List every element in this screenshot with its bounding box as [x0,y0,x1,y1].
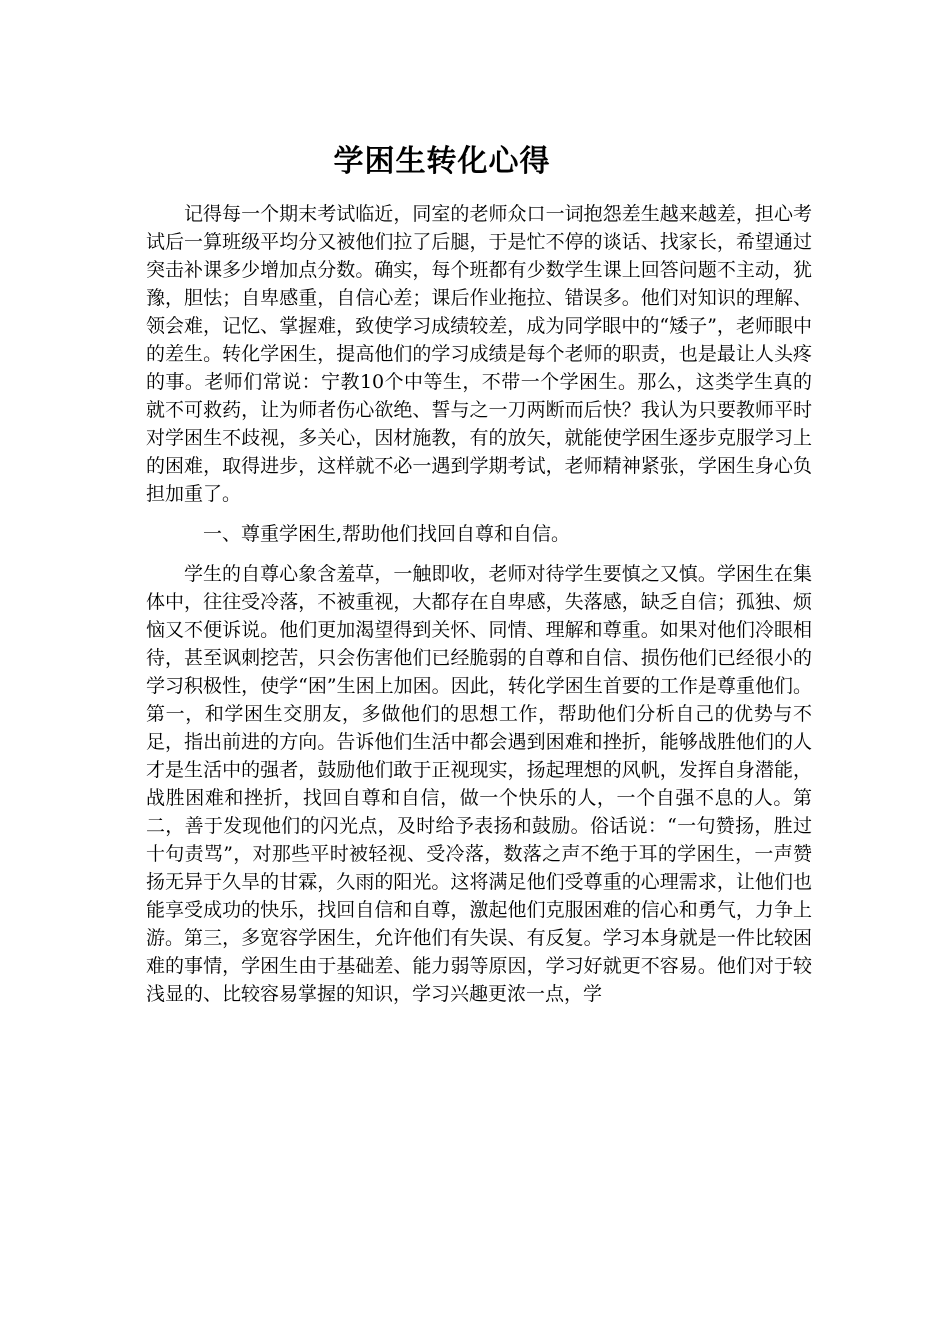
document-title: 学困生转化心得 [333,144,551,179]
document-body [146,200,812,1020]
paragraph-section-1: 学生的自尊心象含羞草，一触即收，老师对待学生要慎之又慎。学困生在集体中，往往受冷落，不被重视，大都存在自卑感，失落感，缺乏自信；孤独、烦恼又不便诉说。他们更加渴望得到关怀、同情、理解和尊重。如果对他们冷眼相待，甚至讽刺挖苦，只会伤害他们已经脆弱的自尊和自信、损伤他们已经很小的学习积极性，使学“困”生困上加困。因此，转化学困生首要的工作是尊重他们。第一，和学困生交朋友，多做他们的思想工作，帮助他们分析自己的优势与不足，指出前进的方向。告诉他们生活中都会遇到困难和挫折，能够战胜他们的人才是生活中的强者，鼓励他们敢于正视现实，扬起理想的风帆，发挥自身潜能，战胜困难和挫折，找回自尊和自信，做一个快乐的人，一个自强不息的人。第二，善于发现他们的闪光点，及时给予表扬和鼓励。俗话说：“一句赞扬，胜过十句责骂”，对那些平时被轻视、受冷落，数落之声不绝于耳的学困生，一声赞扬无异于久旱的甘霖，久雨的阳光。这将满足他们受尊重的心理需求，让他们也能享受成功的快乐，找回自信和自尊，激起他们克服困难的信心和勇气，力争上游。第三，多宽容学困生，允许他们有失误、有反复。学习本身就是一件比较困难的事情，学困生由于基础差、能力弱等原因，学习好就更不容易。他们对于较浅显的、比较容易掌握的知识，学习兴趣更浓一点，学 [146,563,812,1005]
section-heading-1: 一、尊重学困生,帮助他们找回自尊和自信。 [203,523,571,545]
paragraph-intro: 记得每一个期末考试临近，同室的老师众口一词抱怨差生越来越差，担心考试后一算班级平均分又被他们拉了后腿，于是忙不停的谈话、找家长，希望通过突击补课多少增加点分数。确实，每个班都有少数学生课上回答问题不主动，犹豫，胆怯；自卑感重，自信心差；课后作业拖拉、错误多。他们对知识的理解、领会难，记忆、掌握难，致使学习成绩较差，成为同学眼中的“矮子”，老师眼中的差生。转化学困生，提高他们的学习成绩是每个老师的职责，也是最让人头疼的事。老师们常说：宁教10个中等生，不带一个学困生。那么，这类学生真的就不可救药，让为师者伤心欲绝、誓与之一刀两断而后快？我认为只要教师平时对学困生不歧视，多关心，因材施教，有的放矢，就能使学困生逐步克服学习上的困难，取得进步，这样就不必一遇到学期考试，老师精神紧张，学困生身心负担加重了。 [146,203,812,505]
